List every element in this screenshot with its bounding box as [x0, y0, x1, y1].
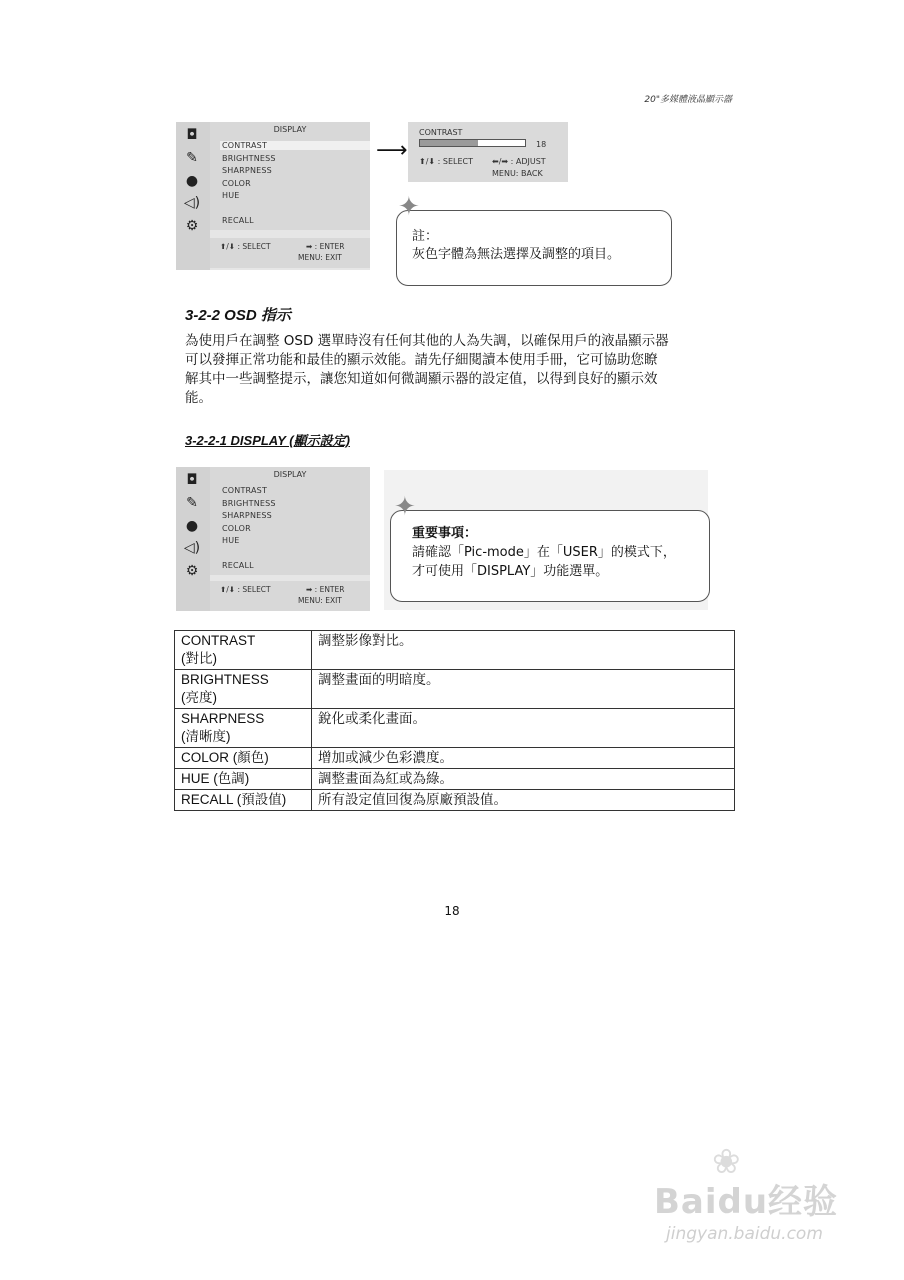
table-key-cell: HUE (色調) — [175, 769, 312, 790]
osd-item-brightness[interactable]: BRIGHTNESS — [222, 499, 276, 508]
wrench-icon: ✎ — [186, 150, 198, 166]
osd-footer-exit: MENU: EXIT — [298, 253, 342, 262]
table-row — [175, 670, 735, 709]
osd-footer-select: ⬆/⬇ : SELECT — [220, 585, 271, 594]
osd-item-sharpness[interactable]: SHARPNESS — [222, 166, 272, 175]
page-number: 18 — [444, 904, 460, 918]
table-key-cell: COLOR (顏色) — [175, 748, 312, 769]
osd-icon-column — [176, 122, 210, 270]
table-value-cell: 所有設定值回復為原廠預設值。 — [312, 790, 735, 811]
section-paragraph — [185, 332, 725, 408]
note2-title: 重要事項： — [412, 526, 478, 541]
osd-menu-screenshot-top — [176, 122, 370, 270]
osd-menu-title: DISPLAY — [273, 125, 307, 134]
paragraph-line: 解其中一些調整提示，讓您知道如何微調顯示器的設定值，以得到良好的顯示效 — [185, 371, 658, 387]
baidu-watermark — [624, 1142, 844, 1260]
osd-item-contrast[interactable]: CONTRAST — [220, 141, 370, 150]
table-value-cell: 調整畫面為紅或為綠。 — [312, 769, 735, 790]
color-disc-icon: ● — [185, 173, 199, 189]
section-heading: 3-2-2 OSD 指示 — [185, 307, 291, 324]
contrast-adjust-panel — [408, 122, 568, 182]
paragraph-line: 可以發揮正常功能和最佳的顯示效能。請先仔細閱讀本使用手冊，它可協助您瞭 — [185, 352, 658, 368]
monitor-icon: ◘ — [186, 127, 198, 143]
speaker-icon: ◁) — [183, 540, 201, 556]
paragraph-line: 為使用戶在調整 OSD 選單時沒有任何其他的人為失調，以確保用戶的液晶顯示器 — [185, 333, 669, 349]
subsection-heading: 3-2-2-1 DISPLAY (顯示設定) — [185, 433, 350, 448]
contrast-panel-adjust: ⬅/➡ : ADJUST — [492, 157, 546, 166]
table-value-cell: 調整影像對比。 — [312, 631, 735, 670]
osd-item-recall[interactable]: RECALL — [222, 561, 254, 570]
osd-menu-screenshot-bottom — [176, 467, 370, 611]
table-row — [175, 709, 735, 748]
table-row — [175, 790, 735, 811]
osd-item-color[interactable]: COLOR — [222, 179, 251, 188]
contrast-panel-select: ⬆/⬇ : SELECT — [419, 157, 473, 166]
monitor-icon: ◘ — [186, 472, 198, 488]
wrench-icon: ✎ — [186, 495, 198, 511]
osd-footer — [210, 238, 370, 268]
osd-footer — [210, 581, 370, 611]
table-value-cell: 增加或減少色彩濃度。 — [312, 748, 735, 769]
table-key-cell: CONTRAST (對比) — [175, 631, 312, 670]
contrast-panel-label: CONTRAST — [419, 128, 463, 137]
settings-icon: ⚙ — [185, 563, 199, 579]
header-title: 20"多媒體液晶顯示器 — [644, 95, 732, 105]
osd-item-recall[interactable]: RECALL — [222, 216, 254, 225]
osd-menu-title: DISPLAY — [273, 470, 307, 479]
osd-item-hue[interactable]: HUE — [222, 191, 240, 200]
table-row — [175, 748, 735, 769]
osd-item-contrast[interactable]: CONTRAST — [222, 486, 268, 495]
table-value-cell: 銳化或柔化畫面。 — [312, 709, 735, 748]
osd-item-sharpness[interactable]: SHARPNESS — [222, 511, 272, 520]
contrast-bar-fill — [420, 140, 478, 146]
note2-line1: 請確認「Pic-mode」在「USER」的模式下， — [412, 545, 676, 560]
table-key-cell: RECALL (預設值) — [175, 790, 312, 811]
table-value-cell: 調整畫面的明暗度。 — [312, 670, 735, 709]
color-disc-icon: ● — [185, 518, 199, 534]
settings-icon: ⚙ — [185, 218, 199, 234]
note2-line2: 才可使用「DISPLAY」功能選單。 — [412, 564, 609, 579]
osd-footer-exit: MENU: EXIT — [298, 596, 342, 605]
star-icon: ✦ — [394, 492, 416, 522]
note1-body: 灰色字體為無法選擇及調整的項目。 — [412, 247, 621, 262]
table-row — [175, 631, 735, 670]
osd-footer-select: ⬆/⬇ : SELECT — [220, 242, 271, 251]
contrast-panel-value: 18 — [536, 140, 547, 149]
osd-item-color[interactable]: COLOR — [222, 524, 251, 533]
star-icon: ✦ — [398, 192, 420, 222]
contrast-panel-back: MENU: BACK — [492, 169, 543, 178]
osd-item-hue[interactable]: HUE — [222, 536, 240, 545]
speaker-icon: ◁) — [183, 195, 201, 211]
osd-footer-enter: ➡ : ENTER — [306, 585, 345, 594]
osd-icon-column — [176, 467, 210, 611]
osd-item-brightness[interactable]: BRIGHTNESS — [222, 154, 276, 163]
osd-footer-enter: ➡ : ENTER — [306, 242, 345, 251]
watermark-sub-text: jingyan.baidu.com — [666, 1224, 823, 1244]
table-key-cell: BRIGHTNESS (亮度) — [175, 670, 312, 709]
contrast-bar[interactable] — [419, 139, 526, 147]
display-settings-table — [174, 630, 735, 811]
arrow-right-icon: ⟶ — [376, 138, 408, 163]
note1-title: 註： — [412, 229, 439, 244]
osd-menu-list — [210, 122, 370, 230]
table-row — [175, 769, 735, 790]
table-key-cell: SHARPNESS (清晰度) — [175, 709, 312, 748]
paragraph-line: 能。 — [185, 390, 212, 406]
watermark-main-text: Baidu经验 — [654, 1182, 839, 1222]
osd-menu-list — [210, 467, 370, 575]
paw-icon: ❀ — [712, 1142, 741, 1182]
